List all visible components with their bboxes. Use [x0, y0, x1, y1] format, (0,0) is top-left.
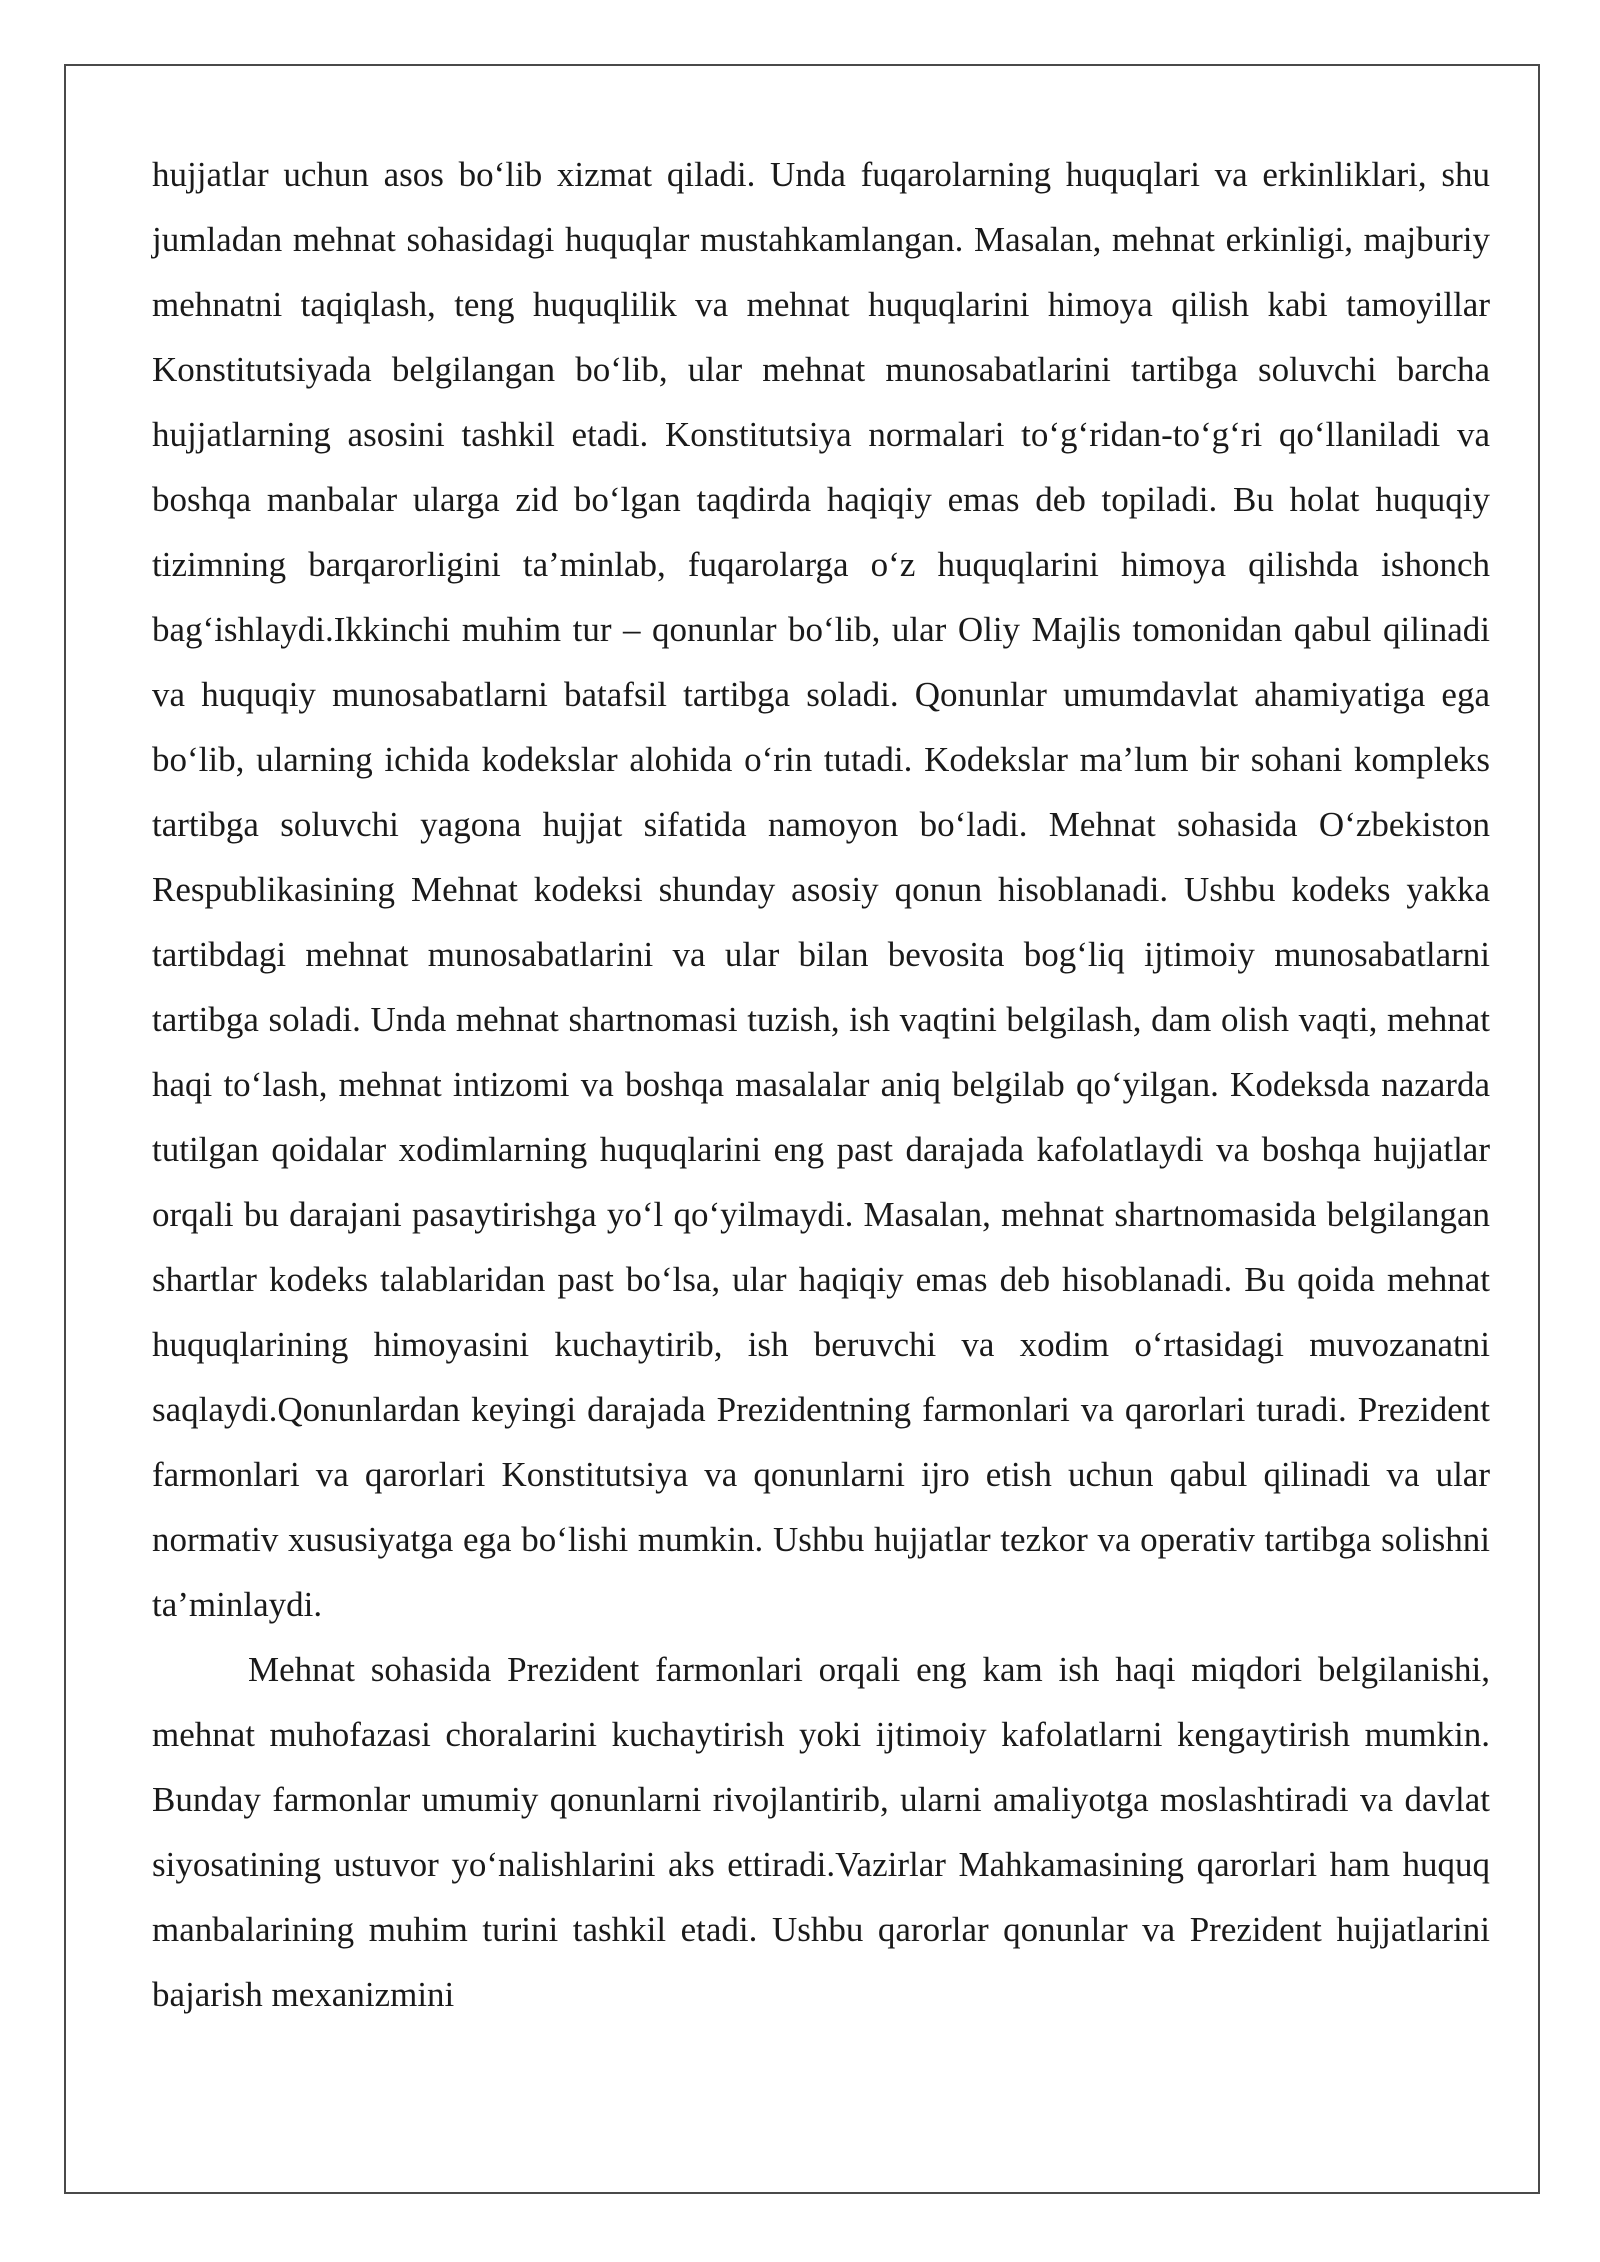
document-body	[152, 142, 1490, 2027]
paragraph-president-decrees: Mehnat sohasida Prezident farmonlari orqali eng kam ish haqi miqdori belgilanishi, mehnat muhofazasi choralarini kuchaytirish yoki ijtimoiy kafolatlarni kengaytirish mumkin. Bunday farmonlar umumiy qonunlarni rivojlantirib, ularni amaliyotga moslashtiradi va davlat siyosatining ustuvor yo‘nalishlarini aks ettiradi.Vazirlar Mahkamasining qarorlari ham huquq manbalarining muhim turini tashkil etadi. Ushbu qarorlar qonunlar va Prezident hujjatlarini bajarish mexanizmini	[152, 1650, 1490, 2014]
paragraph-continuation: hujjatlar uchun asos bo‘lib xizmat qiladi. Unda fuqarolarning huquqlari va erkinliklari, shu jumladan mehnat sohasidagi huquqlar mustahkamlangan. Masalan, mehnat erkinligi, majburiy mehnatni taqiqlash, teng huquqlilik va mehnat huquqlarini himoya qilish kabi tamoyillar Konstitutsiyada belgilangan bo‘lib, ular mehnat munosabatlarini tartibga soluvchi barcha hujjatlarning asosini tashkil etadi. Konstitutsiya normalari to‘g‘ridan-to‘g‘ri qo‘llaniladi va boshqa manbalar ularga zid bo‘lgan taqdirda haqiqiy emas deb topiladi. Bu holat huquqiy tizimning barqarorligini ta’minlab, fuqarolarga o‘z huquqlarini himoya qilishda ishonch bag‘ishlaydi.Ikkinchi muhim tur – qonunlar bo‘lib, ular Oliy Majlis tomonidan qabul qilinadi va huquqiy munosabatlarni batafsil tartibga soladi. Qonunlar umumdavlat ahamiyatiga ega bo‘lib, ularning ichida kodekslar alohida o‘rin tutadi. Kodekslar ma’lum bir sohani kompleks tartibga soluvchi yagona hujjat sifatida namoyon bo‘ladi. Mehnat sohasida O‘zbekiston Respublikasining Mehnat kodeksi shunday asosiy qonun hisoblanadi. Ushbu kodeks yakka tartibdagi mehnat munosabatlarini va ular bilan bevosita bog‘liq ijtimoiy munosabatlarni tartibga soladi. Unda mehnat shartnomasi tuzish, ish vaqtini belgilash, dam olish vaqti, mehnat haqi to‘lash, mehnat intizomi va boshqa masalalar aniq belgilab qo‘yilgan. Kodeksda nazarda tutilgan qoidalar xodimlarning huquqlarini eng past darajada kafolatlaydi va boshqa hujjatlar orqali bu darajani pasaytirishga yo‘l qo‘yilmaydi. Masalan, mehnat shartnomasida belgilangan shartlar kodeks talablaridan past bo‘lsa, ular haqiqiy emas deb hisoblanadi. Bu qoida mehnat huquqlarining himoyasini kuchaytirib, ish beruvchi va xodim o‘rtasidagi muvozanatni saqlaydi.Qonunlardan keyingi darajada Prezidentning farmonlari va qarorlari turadi. Prezident farmonlari va qarorlari Konstitutsiya va qonunlarni ijro etish uchun qabul qilinadi va ular normativ xususiyatga ega bo‘lishi mumkin. Ushbu hujjatlar tezkor va operativ tartibga solishni ta’minlaydi.	[152, 155, 1490, 1624]
